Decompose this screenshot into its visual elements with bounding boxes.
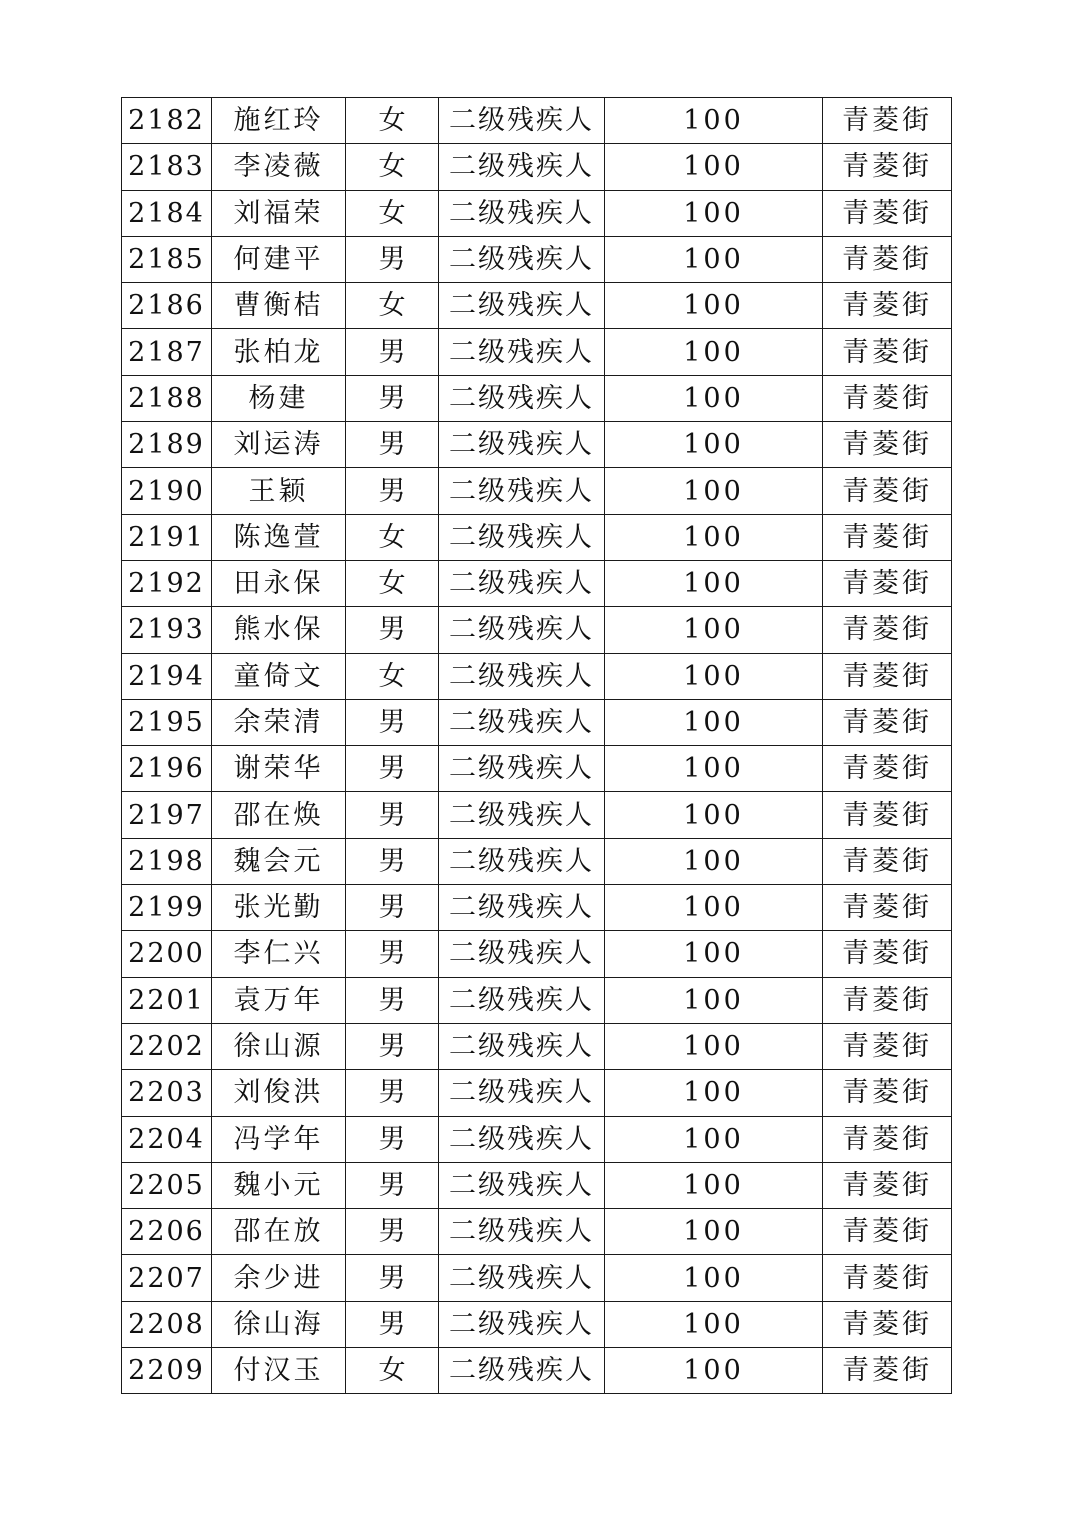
disability-type-cell: 二级残疾人 [439,1023,605,1069]
amount-cell: 100 [605,699,823,745]
disability-type-cell: 二级残疾人 [439,144,605,190]
amount-cell: 100 [605,1116,823,1162]
gender-cell: 女 [346,1348,439,1394]
disability-type-cell: 二级残疾人 [439,653,605,699]
table-row [122,607,952,653]
name-cell: 刘福荣 [212,190,346,236]
serial-number-cell: 2200 [122,931,212,977]
gender-cell: 男 [346,885,439,931]
table-row [122,468,952,514]
street-cell: 青菱街 [823,98,952,144]
name-cell: 杨建 [212,375,346,421]
table-row [122,1301,952,1347]
table-row [122,560,952,606]
gender-cell: 男 [346,375,439,421]
gender-cell: 男 [346,1116,439,1162]
disability-type-cell: 二级残疾人 [439,1070,605,1116]
amount-cell: 100 [605,98,823,144]
gender-cell: 女 [346,144,439,190]
disability-type-cell: 二级残疾人 [439,1116,605,1162]
table-row [122,977,952,1023]
gender-cell: 男 [346,1162,439,1208]
street-cell: 青菱街 [823,838,952,884]
table-row [122,792,952,838]
gender-cell: 男 [346,422,439,468]
name-cell: 张柏龙 [212,329,346,375]
serial-number-cell: 2188 [122,375,212,421]
table-row [122,838,952,884]
disability-type-cell: 二级残疾人 [439,1162,605,1208]
gender-cell: 女 [346,98,439,144]
disability-type-cell: 二级残疾人 [439,792,605,838]
disability-type-cell: 二级残疾人 [439,1255,605,1301]
serial-number-cell: 2187 [122,329,212,375]
serial-number-cell: 2202 [122,1023,212,1069]
disability-type-cell: 二级残疾人 [439,1209,605,1255]
serial-number-cell: 2197 [122,792,212,838]
street-cell: 青菱街 [823,375,952,421]
name-cell: 邵在焕 [212,792,346,838]
disability-type-cell: 二级残疾人 [439,885,605,931]
street-cell: 青菱街 [823,885,952,931]
amount-cell: 100 [605,792,823,838]
serial-number-cell: 2201 [122,977,212,1023]
disability-type-cell: 二级残疾人 [439,98,605,144]
roster-table [121,97,952,1394]
table-row [122,144,952,190]
table-row [122,422,952,468]
gender-cell: 男 [346,329,439,375]
name-cell: 熊水保 [212,607,346,653]
amount-cell: 100 [605,746,823,792]
table-row [122,283,952,329]
disability-type-cell: 二级残疾人 [439,931,605,977]
table-row [122,98,952,144]
name-cell: 冯学年 [212,1116,346,1162]
name-cell: 谢荣华 [212,746,346,792]
table-row [122,1116,952,1162]
table-row [122,375,952,421]
street-cell: 青菱街 [823,977,952,1023]
name-cell: 徐山源 [212,1023,346,1069]
amount-cell: 100 [605,514,823,560]
serial-number-cell: 2206 [122,1209,212,1255]
disability-type-cell: 二级残疾人 [439,607,605,653]
street-cell: 青菱街 [823,699,952,745]
disability-type-cell: 二级残疾人 [439,699,605,745]
amount-cell: 100 [605,329,823,375]
name-cell: 何建平 [212,236,346,282]
street-cell: 青菱街 [823,931,952,977]
name-cell: 王颖 [212,468,346,514]
street-cell: 青菱街 [823,653,952,699]
street-cell: 青菱街 [823,1301,952,1347]
name-cell: 付汉玉 [212,1348,346,1394]
name-cell: 魏会元 [212,838,346,884]
roster-body [122,98,952,1394]
name-cell: 刘俊洪 [212,1070,346,1116]
gender-cell: 男 [346,1023,439,1069]
amount-cell: 100 [605,375,823,421]
serial-number-cell: 2208 [122,1301,212,1347]
gender-cell: 女 [346,653,439,699]
name-cell: 徐山海 [212,1301,346,1347]
street-cell: 青菱街 [823,422,952,468]
serial-number-cell: 2198 [122,838,212,884]
serial-number-cell: 2189 [122,422,212,468]
amount-cell: 100 [605,1348,823,1394]
amount-cell: 100 [605,144,823,190]
amount-cell: 100 [605,977,823,1023]
serial-number-cell: 2184 [122,190,212,236]
amount-cell: 100 [605,1301,823,1347]
serial-number-cell: 2192 [122,560,212,606]
gender-cell: 男 [346,1301,439,1347]
serial-number-cell: 2182 [122,98,212,144]
amount-cell: 100 [605,607,823,653]
disability-type-cell: 二级残疾人 [439,838,605,884]
street-cell: 青菱街 [823,144,952,190]
amount-cell: 100 [605,422,823,468]
street-cell: 青菱街 [823,1116,952,1162]
table-row [122,329,952,375]
name-cell: 邵在放 [212,1209,346,1255]
serial-number-cell: 2209 [122,1348,212,1394]
street-cell: 青菱街 [823,1348,952,1394]
disability-type-cell: 二级残疾人 [439,329,605,375]
street-cell: 青菱街 [823,1070,952,1116]
amount-cell: 100 [605,468,823,514]
table-row [122,1348,952,1394]
name-cell: 陈逸萱 [212,514,346,560]
table-row [122,1162,952,1208]
table-row [122,514,952,560]
serial-number-cell: 2193 [122,607,212,653]
amount-cell: 100 [605,1162,823,1208]
amount-cell: 100 [605,560,823,606]
serial-number-cell: 2196 [122,746,212,792]
disability-type-cell: 二级残疾人 [439,375,605,421]
disability-type-cell: 二级残疾人 [439,422,605,468]
street-cell: 青菱街 [823,190,952,236]
table-row [122,1209,952,1255]
name-cell: 袁万年 [212,977,346,1023]
name-cell: 施红玲 [212,98,346,144]
amount-cell: 100 [605,236,823,282]
name-cell: 李凌薇 [212,144,346,190]
gender-cell: 男 [346,792,439,838]
gender-cell: 男 [346,838,439,884]
amount-cell: 100 [605,885,823,931]
amount-cell: 100 [605,1070,823,1116]
name-cell: 余荣清 [212,699,346,745]
amount-cell: 100 [605,190,823,236]
table-row [122,885,952,931]
table-row [122,190,952,236]
serial-number-cell: 2195 [122,699,212,745]
serial-number-cell: 2203 [122,1070,212,1116]
street-cell: 青菱街 [823,560,952,606]
disability-type-cell: 二级残疾人 [439,514,605,560]
disability-type-cell: 二级残疾人 [439,468,605,514]
table-row [122,1070,952,1116]
street-cell: 青菱街 [823,792,952,838]
gender-cell: 男 [346,699,439,745]
serial-number-cell: 2199 [122,885,212,931]
serial-number-cell: 2194 [122,653,212,699]
gender-cell: 男 [346,1070,439,1116]
disability-type-cell: 二级残疾人 [439,1348,605,1394]
gender-cell: 女 [346,514,439,560]
gender-cell: 男 [346,468,439,514]
street-cell: 青菱街 [823,468,952,514]
gender-cell: 男 [346,746,439,792]
table-row [122,653,952,699]
table-row [122,931,952,977]
gender-cell: 女 [346,560,439,606]
street-cell: 青菱街 [823,1209,952,1255]
gender-cell: 男 [346,931,439,977]
street-cell: 青菱街 [823,1255,952,1301]
table-row [122,236,952,282]
serial-number-cell: 2190 [122,468,212,514]
disability-type-cell: 二级残疾人 [439,1301,605,1347]
table-row [122,699,952,745]
serial-number-cell: 2205 [122,1162,212,1208]
disability-type-cell: 二级残疾人 [439,283,605,329]
street-cell: 青菱街 [823,746,952,792]
name-cell: 曹衡桔 [212,283,346,329]
street-cell: 青菱街 [823,1023,952,1069]
disability-type-cell: 二级残疾人 [439,746,605,792]
serial-number-cell: 2185 [122,236,212,282]
street-cell: 青菱街 [823,329,952,375]
serial-number-cell: 2204 [122,1116,212,1162]
street-cell: 青菱街 [823,1162,952,1208]
gender-cell: 女 [346,283,439,329]
gender-cell: 男 [346,607,439,653]
table-row [122,746,952,792]
table-row [122,1255,952,1301]
disability-type-cell: 二级残疾人 [439,236,605,282]
name-cell: 魏小元 [212,1162,346,1208]
street-cell: 青菱街 [823,607,952,653]
amount-cell: 100 [605,931,823,977]
street-cell: 青菱街 [823,236,952,282]
disability-type-cell: 二级残疾人 [439,977,605,1023]
amount-cell: 100 [605,653,823,699]
gender-cell: 男 [346,1209,439,1255]
street-cell: 青菱街 [823,283,952,329]
serial-number-cell: 2186 [122,283,212,329]
amount-cell: 100 [605,283,823,329]
name-cell: 童倚文 [212,653,346,699]
name-cell: 余少进 [212,1255,346,1301]
gender-cell: 女 [346,190,439,236]
table-row [122,1023,952,1069]
serial-number-cell: 2183 [122,144,212,190]
disability-type-cell: 二级残疾人 [439,190,605,236]
street-cell: 青菱街 [823,514,952,560]
gender-cell: 男 [346,236,439,282]
disability-type-cell: 二级残疾人 [439,560,605,606]
name-cell: 张光勤 [212,885,346,931]
amount-cell: 100 [605,838,823,884]
serial-number-cell: 2191 [122,514,212,560]
gender-cell: 男 [346,1255,439,1301]
serial-number-cell: 2207 [122,1255,212,1301]
gender-cell: 男 [346,977,439,1023]
amount-cell: 100 [605,1255,823,1301]
amount-cell: 100 [605,1023,823,1069]
name-cell: 刘运涛 [212,422,346,468]
amount-cell: 100 [605,1209,823,1255]
name-cell: 李仁兴 [212,931,346,977]
name-cell: 田永保 [212,560,346,606]
